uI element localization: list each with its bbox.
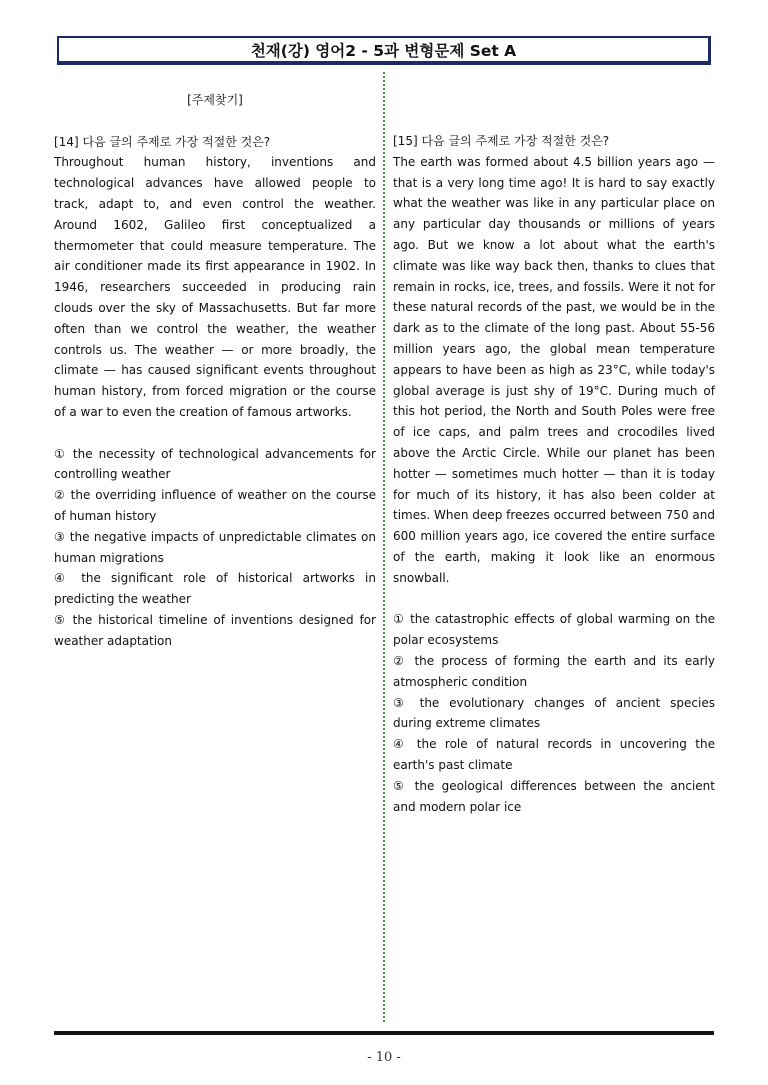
option-15-4: ④ the role of natural records in uncovering the earth's past climate [393, 737, 715, 772]
option-15-2: ② the process of forming the earth and its early atmospheric condition [393, 653, 715, 689]
right-column [393, 131, 715, 817]
page-title: 천재(강) 영어2 - 5과 변형문제 Set A [57, 36, 711, 65]
question-14-prompt: [14] 다음 글의 주제로 가장 적절한 것은? [54, 134, 271, 149]
left-column [54, 90, 376, 652]
option-14-1: ① the necessity of technological advancements for controlling weather [54, 446, 376, 482]
question-15-passage: The earth was formed about 4.5 billion years ago — that is a very long time ago! It is hard to say exactly what the weather was like in any particular place on any particular day thousands or millions of years ago. But we know a lot about what the earth's climate was like way back then, thanks to clues that remain in rocks, ice, trees, and fossils. Were it not for these natural records of the past, we would be in the dark as to the climate of the long past. About 55-56 million years ago, the global mean temperature appears to have been as high as 23°C, while today's global average is just shy of 19°C. During much of this hot period, the North and South Poles were free of ice caps, and palm trees and crocodiles lived above the Arctic Circle. While our planet has been hotter — sometimes much hotter — than it is today for much of its history, it has also been colder at times. When deep freezes occurred between 750 and 600 million years ago, ice covered the entire surface of the earth, making it look like an enormous snowball. [393, 154, 715, 585]
option-15-1: ① the catastrophic effects of global warming on the polar ecosystems [393, 612, 715, 648]
footer-rule [54, 1031, 714, 1035]
column-divider [383, 72, 385, 1022]
option-15-3: ③ the evolutionary changes of ancient species during extreme climates [393, 695, 715, 731]
section-tag: [주제찾기] [187, 93, 243, 107]
option-14-5: ⑤ the historical timeline of inventions designed for weather adaptation [54, 612, 376, 648]
option-15-5: ⑤ the geological differences between the ancient and modern polar ice [393, 778, 715, 814]
option-14-3: ③ the negative impacts of unpredictable climates on human migrations [54, 529, 376, 565]
question-14-options [54, 444, 376, 652]
question-15-prompt: [15] 다음 글의 주제로 가장 적절한 것은? [393, 134, 610, 148]
question-14-passage: Throughout human history, inventions and technological advances have allowed people to track, adapt to, and even control the weather. Around 1602, Galileo first conceptualized a thermometer that could measure temperature. The air conditioner made its first appearance in 1902. In 1946, researchers succeeded in producing rain clouds over the sky of Massachusetts. But far more often than we control the weather, the weather controls us. The weather — or more broadly, the climate — has caused significant events throughout human history, from forced migration or the course of a war to even the creation of famous artworks. [54, 155, 376, 419]
option-14-2: ② the overriding influence of weather on the course of human history [54, 488, 376, 523]
page-number: - 10 - [367, 1050, 401, 1065]
question-15-options [393, 609, 715, 817]
option-14-4: ④ the significant role of historical artworks in predicting the weather [54, 571, 376, 607]
